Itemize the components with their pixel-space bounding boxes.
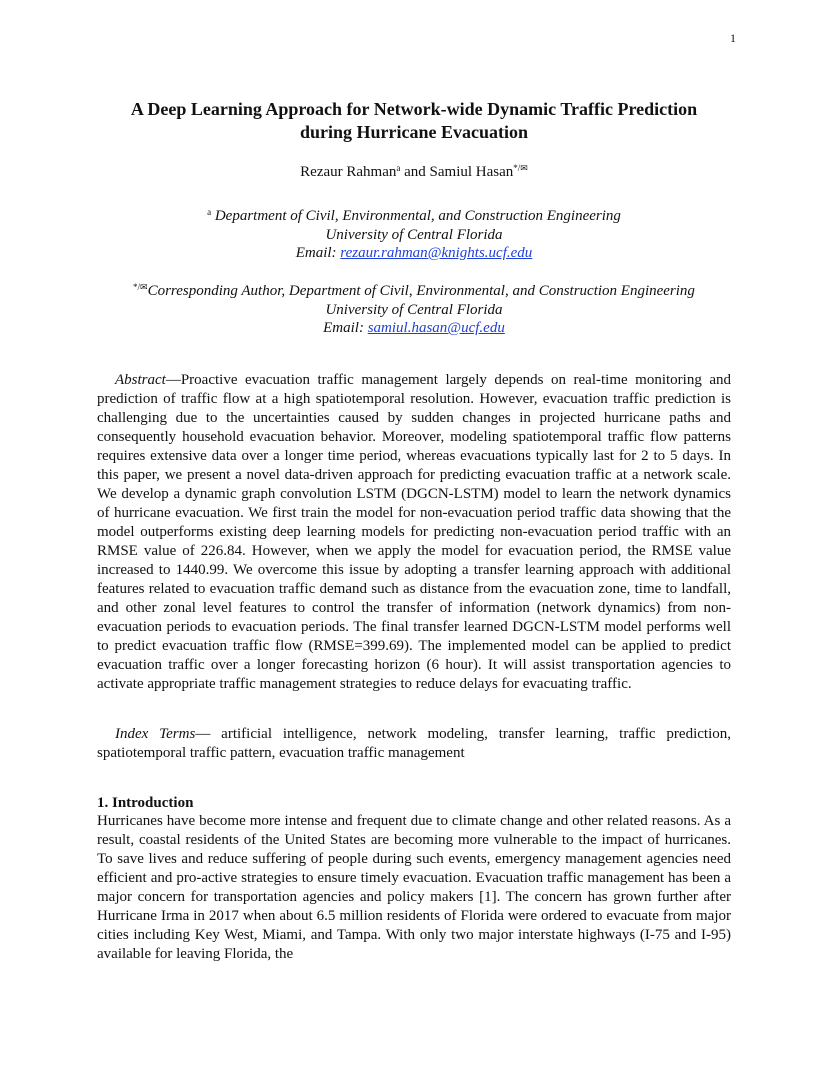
index-terms-label: Index Terms <box>115 726 196 742</box>
abstract-label: Abstract <box>115 372 166 388</box>
affiliation-a <box>96 207 732 263</box>
index-terms-text: — artificial intelligence, network modeling, transfer learning, traffic prediction, spatiotemporal traffic pattern, evacuation traffic management <box>97 726 731 761</box>
affiliation-a-marker: a <box>207 207 212 217</box>
author-connector: and <box>400 164 430 180</box>
section-heading-introduction: 1. Introduction <box>97 795 194 811</box>
affiliation-a-email-link[interactable]: rezaur.rahman@knights.ucf.edu <box>340 245 533 261</box>
author-list <box>96 162 732 182</box>
affiliation-a-department-text: Department of Civil, Environmental, and Construction Engineering <box>211 208 621 224</box>
affiliation-a-university: University of Central Florida <box>325 226 503 243</box>
corresponding-author-email-label: Email: <box>323 320 368 336</box>
title-line-1: A Deep Learning Approach for Network-wide Dynamic Traffic Prediction <box>130 99 698 119</box>
corresponding-author-marker: */✉ <box>133 282 148 292</box>
corresponding-author-university: University of Central Florida <box>325 301 503 318</box>
corresponding-author-email-link[interactable]: samiul.hasan@ucf.edu <box>367 320 505 336</box>
affiliation-a-email-line <box>96 244 732 263</box>
author-2-affiliation-marker: */✉ <box>513 163 528 173</box>
corresponding-author-email-line <box>96 319 732 338</box>
author-name-2: Samiul Hasan <box>429 164 514 180</box>
introduction-paragraph: Hurricanes have become more intense and frequent due to climate change and other related reasons. As a result, coastal residents of the United States are becoming more vulnerable to the impact of hurricanes. To save lives and reduce suffering of people during such events, emergency management agencies need efficient and pro-active strategies to ensure timely evacuation. Evacuation traffic management has been a major concern for transportation agencies and policy makers [1]. The concern has grown further after Hurricane Irma in 2017 when about 6.5 million residents of Florida were ordered to evacuate from major cities including Key West, Miami, and Tampa. With only two major interstate highways (I-75 and I-95) available for leaving Florida, the <box>97 813 731 962</box>
affiliation-a-department <box>96 207 732 226</box>
title-line-2: during Hurricane Evacuation <box>299 122 528 142</box>
corresponding-author-department <box>96 282 732 301</box>
author-1-affiliation-marker: a <box>396 163 401 173</box>
affiliation-a-email-label: Email: <box>295 245 341 261</box>
index-terms-paragraph <box>97 725 731 763</box>
page-number: 1 <box>730 31 736 45</box>
corresponding-author-affiliation <box>96 282 732 338</box>
abstract-paragraph <box>97 371 731 694</box>
author-name-1: Rezaur Rahman <box>300 164 397 180</box>
abstract-text: —Proactive evacuation traffic management largely depends on real-time monitoring and prediction of traffic flow at a high spatiotemporal resolution. However, evacuation traffic prediction is challenging due to the uncertainties caused by sudden changes in projected hurricane paths and consequently household evacuation behavior. Moreover, modeling spatiotemporal traffic flow patterns requires extensive data over a longer time period, whereas evacuations typically last for 2 to 5 days. In this paper, we present a novel data-driven approach for predicting evacuation traffic at a network scale. We develop a dynamic graph convolution LSTM (DGCN-LSTM) model to learn the network dynamics of hurricane evacuation. We first train the model for non-evacuation period traffic data showing that the model outperforms existing deep learning models for predicting non-evacuation period traffic with an RMSE value of 226.84. However, when we apply the model for evacuation period, the RMSE value increased to 1440.99. We overcome this issue by adopting a transfer learning approach with additional features related to evacuation traffic demand such as distance from the evacuation zone, time to landfall, and other zonal level features to control the transfer of information (network dynamics) from non-evacuation periods to evacuation periods. The final transfer learned DGCN-LSTM model performs well to predict evacuation traffic flow (RMSE=399.69). The implemented model can be applied to predict evacuation traffic over a longer forecasting horizon (6 hour). It will assist transportation agencies to activate appropriate traffic management strategies to reduce delays for evacuating traffic. <box>97 372 731 692</box>
paper-title <box>96 98 732 144</box>
corresponding-author-text: Corresponding Author, Department of Civil, Environmental, and Construction Engineering <box>147 283 695 299</box>
